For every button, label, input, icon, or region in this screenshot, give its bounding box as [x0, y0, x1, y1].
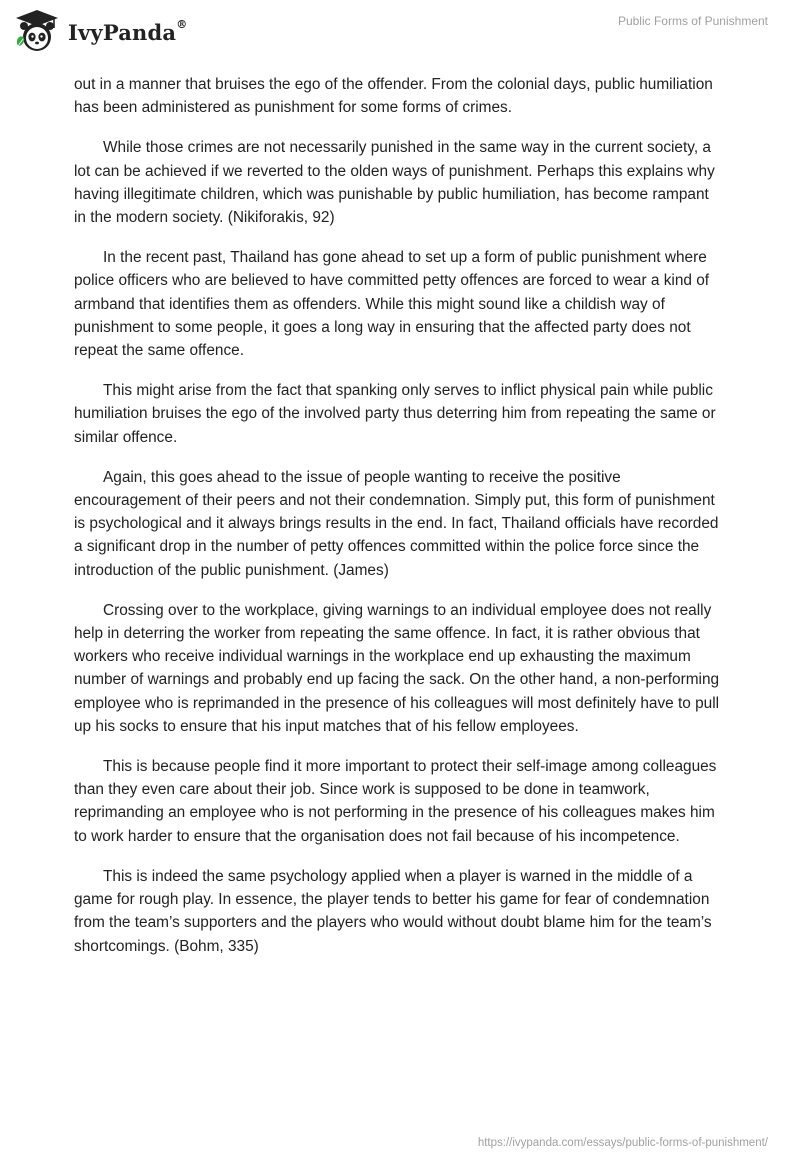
panda-graduate-logo-icon [12, 8, 62, 56]
page-header [0, 0, 800, 60]
running-title: Public Forms of Punishment [617, 14, 768, 28]
paragraph: Crossing over to the workplace, giving warnings to an individual employee does not really help in deterring the worker from repeating the same offence. In fact, it is rather obvious that workers who receive individual warnings in the workplace end up exhausting the maximum number of warnings and probably end up facing the sack. On the other hand, a non-performing employee who is reprimanded in the presence of his colleagues will most definitely have to pull up his socks to ensure that his input matches that of his fellow employees. [74, 601, 720, 735]
paragraph: In the recent past, Thailand has gone ahead to set up a form of public punishment where police officers who are believed to have committed petty offences are forced to wear a kind of armband that identifies them as offenders. While this might sound like a childish way of punishment to some people, it goes a long way in ensuring that the affected party does not repeat the same offence. [74, 249, 710, 360]
brand-logo[interactable] [12, 8, 187, 56]
paragraph: Again, this goes ahead to the issue of people wanting to receive the positive encouragement of their peers and not their condemnation. Simply put, this form of punishment is psychological and it always brings results in the end. In fact, Thailand officials have recorded a significant drop in the number of petty offences committed within the police force since the introduction of the public punishment. (James) [74, 468, 719, 579]
brand-name: IvyPanda® [68, 17, 188, 45]
paragraph: This is indeed the same psychology applied when a player is warned in the middle of a game for rough play. In essence, the player tends to better his game for fear of condemnation from the team’s supporters and the players who would without doubt blame him for the team’s shortcomings. (Bohm, 335) [74, 867, 712, 955]
essay-body [74, 73, 724, 975]
registered-mark: ® [176, 17, 188, 31]
source-url[interactable]: https://ivypanda.com/essays/public-forms-of-punishment/ [477, 1137, 768, 1149]
paragraph: This is because people find it more important to protect their self-image among colleagues than they even care about their job. Since work is supposed to be done in teamwork, reprimanding an employee who is not performing in the presence of his colleagues makes him to work harder to ensure that the organisation does not fail because of his incompetence. [74, 758, 717, 845]
paragraph: out in a manner that bruises the ego of the offender. From the colonial days, public humiliation has been administered as punishment for some forms of crimes. [74, 76, 713, 117]
paragraph: While those crimes are not necessarily punished in the same way in the current society, a lot can be achieved if we reverted to the olden ways of punishment. Perhaps this explains why having illegitimate children, which was punishable by public humiliation, has become rampant in the modern society. (Nikiforakis, 92) [74, 139, 715, 227]
paragraph: This might arise from the fact that spanking only serves to inflict physical pain while public humiliation bruises the ego of the involved party thus deterring him from repeating the same or similar offence. [74, 382, 716, 446]
